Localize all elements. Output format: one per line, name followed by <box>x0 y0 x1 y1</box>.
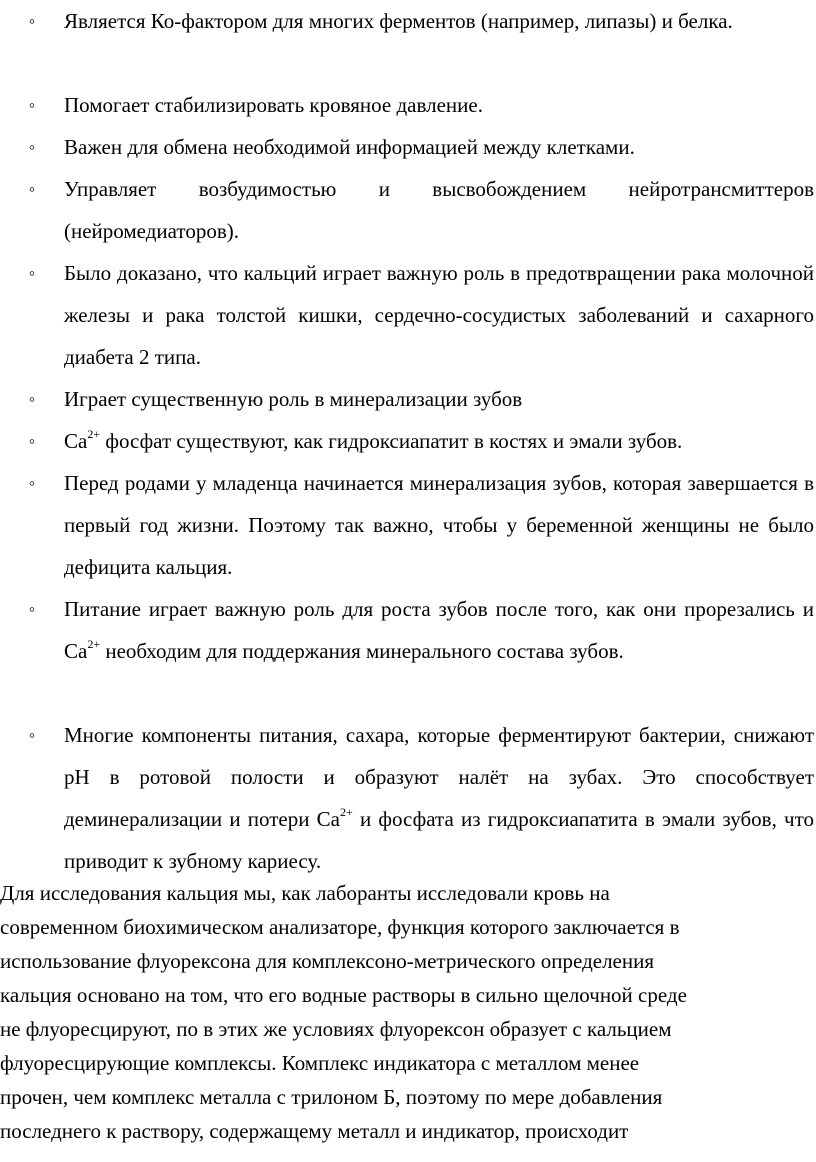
item-text: Перед родами у младенца начинается минерализация зубов, которая завершается в первый год жизни. Поэтому так важно, чтобы у беременной женщины не было дефицита кальция. <box>64 471 814 579</box>
list-item <box>0 378 816 420</box>
item-text-rest: и фосфата из гидроксиапатита в эмали зубов, что приводит к зубному кариесу. <box>64 807 815 873</box>
hollow-bullet-icon: ◦ <box>28 263 36 283</box>
hollow-bullet-icon: ◦ <box>28 95 36 115</box>
item-text-rest: необходим для поддержания минерального состава зубов. <box>100 639 624 663</box>
ion-charge: 2+ <box>87 427 101 441</box>
item-text-rest: фосфат существуют, как гидроксиапатит в костях и эмали зубов. <box>100 429 683 453</box>
hollow-bullet-icon: ◦ <box>28 179 36 199</box>
paragraph-line: использование флуорексона для комплексоно-метрического определения <box>0 949 655 973</box>
hollow-bullet-icon: ◦ <box>28 599 36 619</box>
item-text-start: Питание играет важную роль для роста зубов после того, как они прорезались и Ca <box>64 597 814 663</box>
list-item <box>0 0 816 84</box>
paragraph-line: Для исследования кальция мы, как лаборанты исследовали кровь на <box>0 881 610 905</box>
item-text-start: Многие компоненты питания, сахара, которые ферментируют бактерии, снижают pH в ротовой полости и образуют налёт на зубах. Это способствует деминерализации и потери Ca <box>64 723 814 831</box>
paragraph-line: флуоресцирующие комплексы. Комплекс индикатора с металлом менее <box>0 1051 640 1075</box>
paragraph-line: кальция основано на том, что его водные растворы в сильно щелочной среде <box>0 983 687 1007</box>
paragraph-line: не флуоресцируют, по в этих же условиях флуорексон образует с кальцием <box>0 1017 672 1041</box>
hollow-bullet-icon: ◦ <box>28 137 36 157</box>
calcium-symbol: Ca <box>64 429 88 453</box>
item-text: Помогает стабилизировать кровяное давление. <box>64 93 483 117</box>
hollow-bullet-icon: ◦ <box>28 473 36 493</box>
item-text <box>64 597 814 663</box>
list-item <box>0 126 816 168</box>
item-text: Важен для обмена необходимой информацией между клетками. <box>64 135 635 159</box>
ion-charge: 2+ <box>340 805 353 819</box>
item-text <box>64 723 814 873</box>
hollow-bullet-icon: ◦ <box>28 389 36 409</box>
list-item <box>0 588 816 714</box>
list-item <box>0 420 816 462</box>
item-text: Играет существенную роль в минерализации зубов <box>64 387 523 411</box>
list-item <box>0 714 816 882</box>
paragraph-line: прочен, чем комплекс металла с трилоном Б, поэтому по мере добавления <box>0 1085 663 1109</box>
item-text: Было доказано, что кальций играет важную роль в предотвращении рака молочной железы и рака толстой кишки, сердечно-сосудистых заболеваний и сахарного диабета 2 типа. <box>64 261 814 369</box>
paragraph-line: современном биохимическом анализаторе, функция которого заключается в <box>0 915 680 939</box>
item-text: Управляет возбудимостью и высвобождением нейротрансмиттеров (нейромедиаторов). <box>64 177 814 243</box>
body-paragraph <box>0 876 814 1148</box>
ion-charge: 2+ <box>87 637 101 651</box>
paragraph-line: последнего к раствору, содержащему металл и индикатор, происходит <box>0 1119 629 1143</box>
list-item <box>0 462 816 588</box>
list-item <box>0 252 816 378</box>
hollow-bullet-icon: ◦ <box>28 431 36 451</box>
list-item <box>0 84 816 126</box>
hollow-bullet-icon: ◦ <box>28 11 36 31</box>
item-text: Является Ко-фактором для многих ферментов (например, липазы) и белка. <box>64 9 733 33</box>
item-text <box>64 429 682 453</box>
hollow-bullet-icon: ◦ <box>28 725 36 745</box>
list-item <box>0 168 816 252</box>
